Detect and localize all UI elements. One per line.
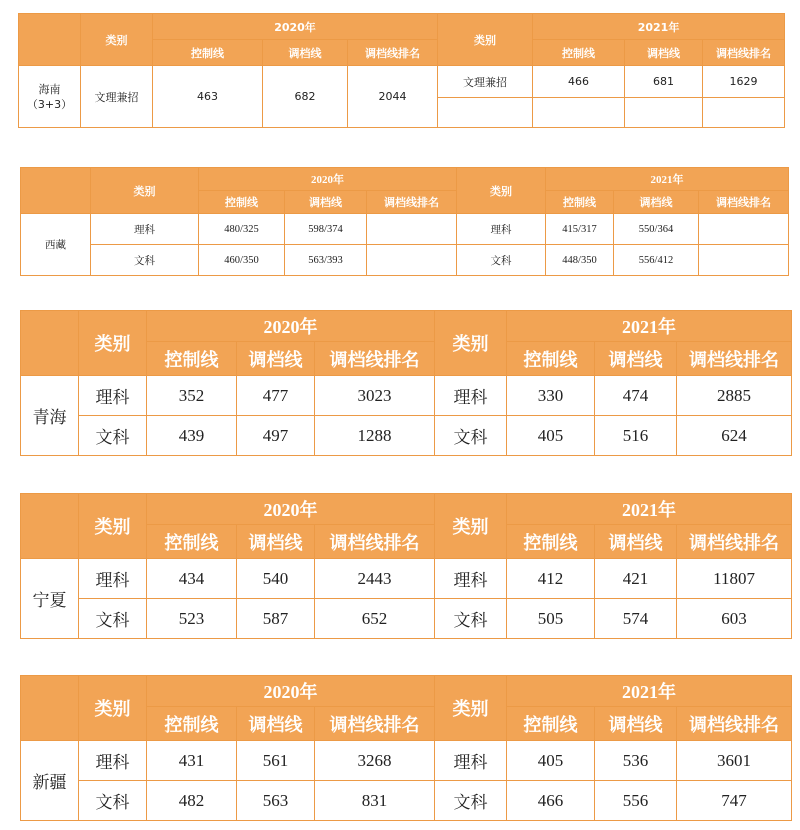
corner-cell [21,676,79,741]
value-cell: 563/393 [285,245,367,276]
region-name: 青海 [21,376,79,456]
admission-rank-header: 调档线排名 [677,707,792,741]
category-cell: 理科 [457,214,546,245]
admission-rank-header: 调档线排名 [699,191,789,214]
admission-line-header: 调档线 [237,707,315,741]
value-cell: 540 [237,559,315,599]
control-line-header: 控制线 [507,342,595,376]
value-cell: 563 [237,781,315,821]
value-cell: 831 [315,781,435,821]
category-header: 类别 [79,311,147,376]
category-header-2021: 类别 [457,168,546,214]
admission-rank-header: 调档线排名 [677,342,792,376]
category-cell: 理科 [435,559,507,599]
category-cell: 文科 [435,599,507,639]
value-cell: 652 [315,599,435,639]
value-cell: 11807 [677,559,792,599]
admission-line-header: 调档线 [595,342,677,376]
year-2020-header: 2020年 [153,14,438,40]
value-cell: 2443 [315,559,435,599]
xizang-score-table [20,167,789,276]
region-name: 海南 （3+3） [19,66,81,128]
admission-rank-header: 调档线排名 [315,525,435,559]
admission-line-header: 调档线 [595,525,677,559]
value-cell: 352 [147,376,237,416]
value-cell: 474 [595,376,677,416]
corner-cell [19,14,81,66]
control-line-header: 控制线 [507,707,595,741]
value-cell: 523 [147,599,237,639]
value-cell: 681 [625,66,703,98]
year-2021-header: 2021年 [507,494,792,525]
hainan-score-table [18,13,785,128]
value-cell [367,245,457,276]
value-cell: 747 [677,781,792,821]
value-cell: 497 [237,416,315,456]
control-line-header: 控制线 [147,707,237,741]
category-header-2021: 类别 [435,676,507,741]
admission-rank-header: 调档线排名 [677,525,792,559]
corner-cell [21,168,91,214]
admission-line-header: 调档线 [237,525,315,559]
value-cell [703,98,785,128]
admission-rank-header: 调档线排名 [315,707,435,741]
value-cell: 587 [237,599,315,639]
value-cell: 421 [595,559,677,599]
category-cell: 文科 [79,781,147,821]
year-2021-header: 2021年 [507,676,792,707]
value-cell: 603 [677,599,792,639]
category-cell: 文科 [79,599,147,639]
value-cell: 1288 [315,416,435,456]
category-header: 类别 [81,14,153,66]
category-cell: 理科 [79,559,147,599]
category-header-2021: 类别 [438,14,533,66]
control-line-header: 控制线 [199,191,285,214]
value-cell: 463 [153,66,263,128]
value-cell [625,98,703,128]
corner-cell [21,311,79,376]
control-line-header: 控制线 [507,525,595,559]
category-cell: 文科 [435,416,507,456]
category-cell: 文科 [435,781,507,821]
value-cell [699,245,789,276]
year-2020-header: 2020年 [147,311,435,342]
value-cell: 556 [595,781,677,821]
region-name: 宁夏 [21,559,79,639]
category-cell: 理科 [79,741,147,781]
category-cell: 理科 [435,376,507,416]
value-cell: 439 [147,416,237,456]
value-cell: 550/364 [614,214,699,245]
category-cell: 文科 [79,416,147,456]
value-cell: 482 [147,781,237,821]
admission-rank-header: 调档线排名 [348,40,438,66]
value-cell: 466 [507,781,595,821]
region-name: 新疆 [21,741,79,821]
category-cell [438,98,533,128]
category-cell: 理科 [91,214,199,245]
value-cell: 480/325 [199,214,285,245]
value-cell: 2885 [677,376,792,416]
category-header: 类别 [79,494,147,559]
year-2021-header: 2021年 [507,311,792,342]
value-cell: 574 [595,599,677,639]
category-cell: 文科 [91,245,199,276]
value-cell: 516 [595,416,677,456]
category-cell: 理科 [435,741,507,781]
value-cell: 412 [507,559,595,599]
value-cell: 598/374 [285,214,367,245]
year-2020-header: 2020年 [147,676,435,707]
category-header-2021: 类别 [435,494,507,559]
value-cell: 1629 [703,66,785,98]
value-cell: 2044 [348,66,438,128]
value-cell: 3023 [315,376,435,416]
control-line-header: 控制线 [533,40,625,66]
value-cell: 460/350 [199,245,285,276]
category-header-2021: 类别 [435,311,507,376]
admission-rank-header: 调档线排名 [367,191,457,214]
value-cell: 431 [147,741,237,781]
value-cell [533,98,625,128]
category-cell: 文理兼招 [81,66,153,128]
corner-cell [21,494,79,559]
category-header: 类别 [79,676,147,741]
value-cell: 448/350 [546,245,614,276]
control-line-header: 控制线 [147,342,237,376]
value-cell: 505 [507,599,595,639]
region-name: 西藏 [21,214,91,276]
category-cell: 理科 [79,376,147,416]
year-2020-header: 2020年 [199,168,457,191]
admission-rank-header: 调档线排名 [703,40,785,66]
value-cell: 415/317 [546,214,614,245]
value-cell: 556/412 [614,245,699,276]
value-cell [699,214,789,245]
admission-line-header: 调档线 [263,40,348,66]
value-cell: 466 [533,66,625,98]
qinghai-score-table [20,310,792,456]
value-cell: 330 [507,376,595,416]
admission-line-header: 调档线 [595,707,677,741]
admission-line-header: 调档线 [237,342,315,376]
value-cell: 3268 [315,741,435,781]
value-cell: 477 [237,376,315,416]
category-cell: 文科 [457,245,546,276]
year-2021-header: 2021年 [533,14,785,40]
control-line-header: 控制线 [546,191,614,214]
value-cell: 536 [595,741,677,781]
value-cell: 3601 [677,741,792,781]
admission-line-header: 调档线 [285,191,367,214]
year-2020-header: 2020年 [147,494,435,525]
control-line-header: 控制线 [147,525,237,559]
value-cell: 561 [237,741,315,781]
value-cell: 682 [263,66,348,128]
control-line-header: 控制线 [153,40,263,66]
admission-rank-header: 调档线排名 [315,342,435,376]
year-2021-header: 2021年 [546,168,789,191]
ningxia-score-table [20,493,792,639]
category-cell: 文理兼招 [438,66,533,98]
value-cell: 405 [507,741,595,781]
value-cell: 624 [677,416,792,456]
value-cell: 405 [507,416,595,456]
value-cell [367,214,457,245]
xinjiang-score-table [20,675,792,821]
value-cell: 434 [147,559,237,599]
category-header: 类别 [91,168,199,214]
admission-line-header: 调档线 [625,40,703,66]
admission-line-header: 调档线 [614,191,699,214]
